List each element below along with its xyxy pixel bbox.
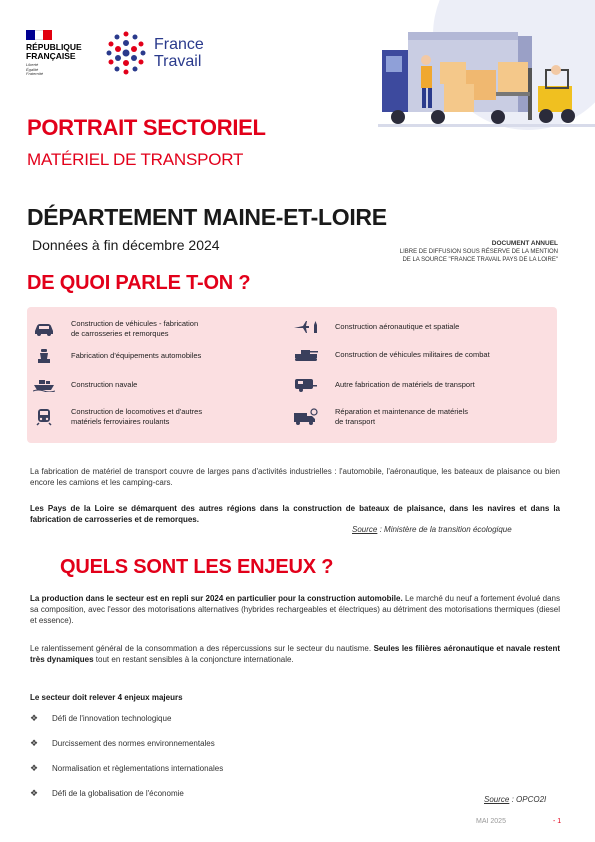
document-notice-line1: LIBRE DE DIFFUSION SOUS RÉSERVE DE LA MENTION: [399, 249, 558, 255]
sub-sector-item: [293, 348, 490, 362]
sub-sector-label: Construction de véhicules - fabrication de carrosseries et remorques: [71, 319, 199, 338]
source-label: Source: [352, 525, 378, 534]
challenge-item: [30, 763, 223, 774]
consumption-bold-text: Seules les filières aéronautique et navale restent très dynamiques: [30, 644, 560, 664]
sub-sector-item: [33, 378, 137, 392]
consumption-paragraph: [30, 643, 560, 665]
challenge-label: Défi de la globalisation de l'économie: [52, 789, 184, 798]
france-travail-logo: [104, 30, 204, 76]
france-travail-dots-icon: [104, 30, 148, 76]
document-notice-line2: DE LA SOURCE "FRANCE TRAVAIL PAYS DE LA LOIRE": [402, 257, 558, 263]
consumption-text: Le ralentissement général de la consommation a des répercussions sur le secteur du nautisme.: [30, 644, 374, 653]
challenge-item: [30, 738, 215, 749]
car-seat-icon: [33, 348, 55, 364]
train-icon: [33, 408, 55, 426]
sub-sectors-box: [27, 307, 557, 443]
consumption-end-text: tout en restant sensibles à la conjoncture internationale.: [93, 655, 294, 664]
section-title-enjeux: QUELS SONT LES ENJEUX ?: [60, 556, 334, 578]
page-number: - 1: [553, 818, 562, 825]
rf-title: RÉPUBLIQUE FRANÇAISE: [26, 42, 82, 61]
source-label: Source: [484, 795, 510, 804]
source-text: : Ministère de la transition écologique: [379, 525, 512, 534]
challenges-title: Le secteur doit relever 4 enjeux majeurs: [30, 693, 183, 702]
section-title-quoi: DE QUOI PARLE T-ON ?: [27, 272, 251, 294]
department-title: DÉPARTEMENT MAINE-ET-LOIRE: [27, 204, 387, 230]
truck-forklift-illustration: [378, 0, 595, 150]
challenge-label: Normalisation et règlementations internationales: [52, 764, 224, 773]
sector-subtitle: MATÉRIEL DE TRANSPORT: [27, 150, 244, 169]
sub-sector-label: Construction navale: [71, 380, 138, 390]
car-icon: [33, 322, 55, 336]
source-text: : OPCO2I: [511, 795, 547, 804]
repair-truck-icon: [293, 408, 319, 426]
rf-motto: Liberté Égalité Fraternité: [26, 62, 44, 76]
data-date: Données à fin décembre 2024: [32, 237, 220, 253]
french-flag-icon: [26, 30, 52, 40]
sub-sector-label: Construction de véhicules militaires de combat: [335, 350, 490, 360]
diamond-bullet-icon: ❖: [30, 763, 39, 773]
footer-date: MAI 2025: [476, 818, 506, 825]
source-line-1: [352, 525, 512, 534]
sub-sector-item: [293, 378, 475, 392]
document-notice-label: DOCUMENT ANNUEL: [491, 240, 558, 247]
camper-icon: [293, 378, 319, 392]
sub-sector-label: Construction aéronautique et spatiale: [335, 322, 460, 332]
production-paragraph: [30, 593, 560, 626]
challenge-label: Défi de l'innovation technologique: [52, 714, 172, 723]
page-title: PORTRAIT SECTORIEL: [27, 115, 266, 140]
sub-sector-item: [33, 407, 202, 426]
challenge-label: Durcissement des normes environnementales: [52, 739, 215, 748]
region-highlight-paragraph: Les Pays de la Loire se démarquent des autres régions dans la construction de bateaux de plaisance, dans les navires et dans la fabrication de carrosseries et de remorques.: [30, 504, 560, 524]
production-bold-text: La production dans le secteur est en repli sur 2024 en particulier pour la construction automobile.: [30, 594, 403, 603]
airplane-rocket-icon: [293, 319, 319, 335]
sub-sector-label: Fabrication d'équipements automobiles: [71, 351, 202, 361]
production-rest-text: Le marché du neuf a fortement évolué dans sa composition, avec l'essor des motorisations alternatives (hybrides rechargeables et électriques) au détriment des motorisations thermiques (diesel et essence).: [30, 594, 560, 625]
intro-paragraph: La fabrication de matériel de transport couvre de larges pans d'activités industrielles : l'automobile, l'aéronautique, les bateaux de plaisance ou bien encore les camions et les camping-cars.: [30, 467, 560, 487]
sub-sector-item: [33, 348, 201, 364]
sub-sector-label: Construction de locomotives et d'autres matériels ferroviaires roulants: [71, 407, 203, 426]
sub-sector-item: [293, 407, 468, 426]
france-travail-wordmark: France Travail: [154, 36, 204, 70]
document-notice: [400, 240, 558, 264]
sub-sector-label: Réparation et maintenance de matériels de transport: [335, 407, 468, 426]
challenge-item: [30, 713, 171, 724]
challenge-item: [30, 788, 184, 799]
republique-francaise-logo: [26, 30, 96, 77]
sub-sector-label: Autre fabrication de matériels de transport: [335, 380, 475, 390]
ship-icon: [33, 378, 55, 392]
tank-icon: [293, 348, 319, 362]
sub-sector-item: [293, 319, 459, 335]
diamond-bullet-icon: ❖: [30, 788, 39, 798]
sub-sector-item: [33, 319, 198, 338]
diamond-bullet-icon: ❖: [30, 713, 39, 723]
source-line-2: [484, 795, 546, 804]
diamond-bullet-icon: ❖: [30, 738, 39, 748]
